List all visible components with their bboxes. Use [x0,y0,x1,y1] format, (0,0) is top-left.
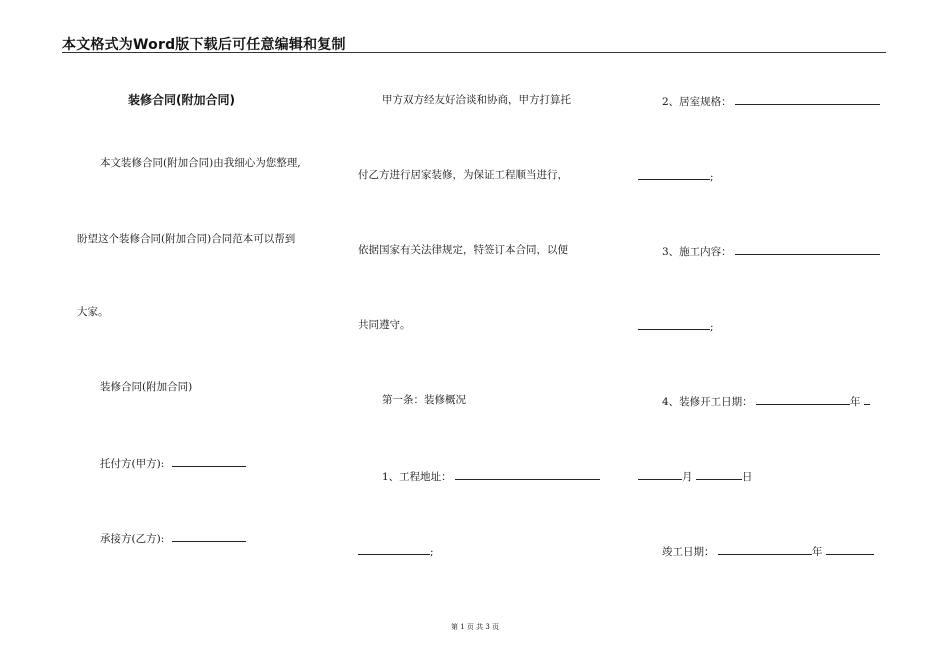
party-b-label: 承接方(乙方): [100,533,165,545]
item-1-label: 1、工程地址： [382,471,452,483]
document-header [62,30,886,53]
item-3-end: ; [710,321,714,333]
item-2-label: 2、居室规格： [662,96,732,108]
start-date-cont-line [638,468,752,484]
start-month-blank [638,468,682,480]
start-year-label: 年 [850,396,861,408]
item-3-line [662,243,880,259]
room-spec-blank [735,93,880,105]
party-a-blank [172,455,246,467]
party-a-label: 托付方(甲方): [100,458,165,470]
para-line-2: 付乙方进行居家装修，为保证工程顺当进行， [358,169,568,181]
completion-year-blank [718,543,812,555]
item-4-line [662,393,870,409]
address-blank-2 [358,543,430,555]
item-1-cont-line [358,543,434,559]
room-spec-blank-2 [638,168,710,180]
start-year-blank [756,393,850,405]
completion-line [662,543,874,559]
party-a-line [100,455,246,471]
completion-year-label: 年 [811,546,823,558]
work-content-blank-2 [638,318,710,330]
para-line-3: 依据国家有关法律规定，特签订本合同，以便 [358,244,568,256]
intro-line-1: 本文装修合同(附加合同)由我细心为您整理, [100,157,301,169]
para-line-4: 共同遵守。 [358,319,411,331]
intro-line-3: 大家。 [77,306,109,318]
address-blank [455,468,600,480]
completion-month-blank [826,543,874,555]
contract-subtitle: 装修合同(附加合同) [100,381,193,393]
start-day-label: 日 [741,471,753,483]
item-1-line [382,468,600,484]
contract-title: 装修合同(附加合同) [128,93,235,107]
article-1-heading: 第一条：装修概况 [382,394,466,406]
item-1-end: ; [430,546,434,558]
item-4-label: 4、装修开工日期： [662,396,753,408]
party-b-blank [172,530,246,542]
para-line-1: 甲方双方经友好洽谈和协商，甲方打算托 [382,94,571,106]
party-b-line [100,530,246,546]
item-2-end: ; [710,171,714,183]
item-3-label: 3、施工内容： [662,246,732,258]
item-2-cont-line [638,168,714,184]
intro-line-2: 盼望这个装修合同(附加合同)合同范本可以帮到 [77,233,296,245]
item-3-cont-line [638,318,714,334]
start-day-blank [696,468,742,480]
start-month-blank-tail [864,393,870,405]
item-2-line [662,93,880,109]
work-content-blank [735,243,880,255]
page-number: 第 1 页 共 3 页 [450,623,500,631]
start-month-label: 月 [682,471,693,483]
completion-label: 竣工日期： [662,546,715,558]
header-title: 本文格式为Word版下载后可任意编辑和复制 [62,37,346,53]
